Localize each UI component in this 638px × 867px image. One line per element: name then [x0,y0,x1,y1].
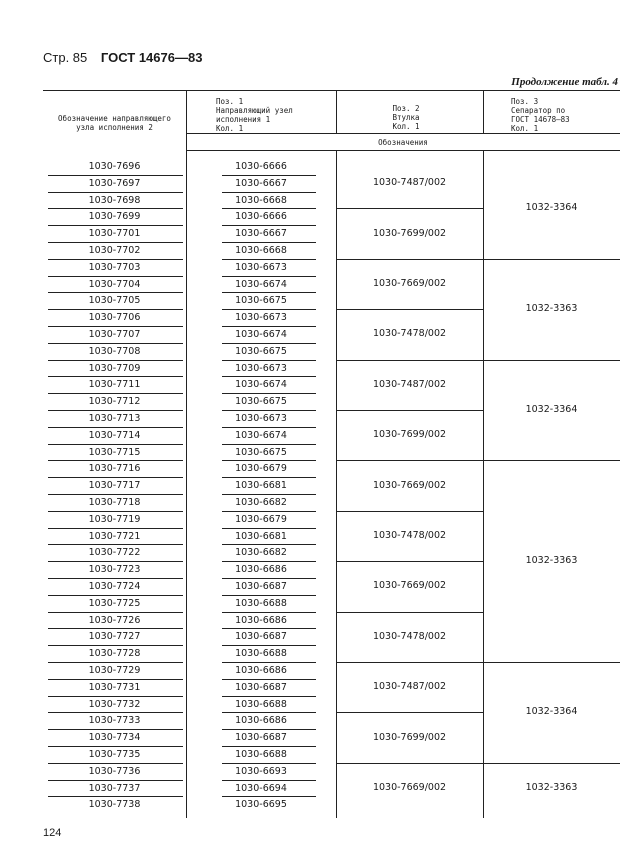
guide-unit-designation: 1030-7707 [88,329,141,340]
row-rule-col1 [48,511,183,512]
bushing-designation: 1030-7669/002 [372,782,447,793]
row-rule-col1 [48,444,183,445]
row-rule-col2 [222,376,316,377]
guide-unit-designation: 1030-7725 [88,597,141,609]
row-rule-col1 [48,528,183,529]
guide-unit-designation: 1030-7704 [88,278,141,290]
guide-unit-designation: 1030-7723 [88,564,141,576]
row-rule-col1 [48,259,183,260]
designations-label: Обозначения [378,138,428,147]
row-rule-col1 [48,494,183,495]
guide-assembly-designation: 1030-6686 [235,564,287,576]
row-rule-col2 [222,393,316,394]
guide-unit-designation: 1030-7697 [88,177,141,189]
separator-group-rule [483,259,620,260]
guide-unit-designation: 1030-7699 [88,211,141,223]
guide-assembly-designation: 1030-6675 [235,295,287,307]
row-rule-col2 [222,729,316,730]
guide-assembly-designation: 1030-6686 [235,614,287,626]
row-rule-col1 [48,376,183,377]
row-rule-col2 [222,477,316,478]
guide-unit-designation: 1030-7717 [88,480,141,492]
guide-unit-designation: 1030-7732 [88,698,141,710]
row-rule-col1 [48,410,183,411]
guide-assembly-designation: 1030-6667 [235,228,287,240]
row-rule-col1 [48,343,183,344]
row-rule-col2 [222,242,316,243]
header-line: Кол. 1 [216,124,244,133]
guide-unit-designation: 1030-7701 [88,228,141,240]
row-rule-col1 [48,427,183,428]
guide-assembly-designation: 1030-6688 [235,698,287,710]
row-rule-col2 [222,578,316,579]
column-divider-3 [483,150,484,818]
guide-unit-designation: 1030-7719 [88,513,141,525]
guide-assembly-designation: 1030-6673 [235,312,287,324]
guide-unit-designation: 1030-7703 [88,261,141,273]
guide-unit-designation: 1030-7722 [88,547,141,559]
row-rule-col2 [222,309,316,310]
header-line: Поз. 3 [511,97,539,106]
guide-assembly-designation: 1030-6682 [235,547,287,559]
bushing-designation: 1030-7478/002 [372,530,447,541]
row-rule-col1 [48,309,183,310]
guide-assembly-designation: 1030-6686 [235,715,287,727]
guide-unit-designation: 1030-7733 [88,715,141,727]
guide-assembly-designation: 1030-6673 [235,261,287,273]
guide-unit-designation: 1030-7718 [88,497,141,508]
header-line: Втулка [392,113,420,122]
row-rule-col1 [48,780,183,781]
bushing-group-rule [336,662,483,663]
guide-unit-designation: 1030-7724 [88,581,141,592]
guide-assembly-designation: 1030-6667 [235,177,287,189]
guide-unit-designation: 1030-7709 [88,362,141,374]
row-rule-col1 [48,208,183,209]
row-rule-col1 [48,561,183,562]
row-rule-col1 [48,763,183,764]
header-col1 [43,114,186,132]
row-rule-col2 [222,494,316,495]
row-rule-col2 [222,612,316,613]
row-rule-col1 [48,696,183,697]
bushing-group-rule [336,712,483,713]
table-top-rule [43,90,620,91]
bushing-group-rule [336,259,483,260]
bushing-group-rule [336,208,483,209]
separator-designation: 1032-3364 [525,202,578,214]
row-rule-col2 [222,360,316,361]
guide-assembly-designation: 1030-6682 [235,497,287,508]
guide-assembly-designation: 1030-6668 [235,245,287,256]
guide-assembly-designation: 1030-6674 [235,379,287,391]
header-line: Поз. 2 [392,104,420,113]
bushing-designation: 1030-7699/002 [372,429,447,441]
header-line: Сепаратор по [511,106,566,115]
bushing-designation: 1030-7487/002 [372,177,447,189]
row-rule-col2 [222,276,316,277]
bushing-group-rule [336,460,483,461]
header-line: Обозначение направляющего [58,114,171,123]
row-rule-col2 [222,679,316,680]
header-line: ГОСТ 14678—83 [511,115,570,124]
guide-unit-designation: 1030-7706 [88,312,141,324]
separator-group-rule [483,360,620,361]
separator-designation: 1032-3364 [525,404,578,415]
guide-unit-designation: 1030-7736 [88,765,141,777]
separator-designation: 1032-3364 [525,706,578,718]
row-rule-col1 [48,242,183,243]
page-header [43,50,202,65]
guide-assembly-designation: 1030-6688 [235,648,287,660]
guide-unit-designation: 1030-7735 [88,749,141,760]
row-rule-col2 [222,712,316,713]
guide-unit-designation: 1030-7734 [88,732,141,744]
row-rule-col2 [222,763,316,764]
row-rule-col1 [48,612,183,613]
row-rule-col2 [222,444,316,445]
guide-unit-designation: 1030-7727 [88,631,141,643]
bushing-group-rule [336,511,483,512]
bushing-group-rule [336,561,483,562]
guide-unit-designation: 1030-7705 [88,295,141,307]
bushing-group-rule [336,360,483,361]
row-rule-col1 [48,645,183,646]
bushing-group-rule [336,309,483,310]
separator-designation: 1032-3363 [525,555,578,567]
guide-assembly-designation: 1030-6687 [235,681,287,693]
guide-assembly-designation: 1030-6679 [235,513,287,525]
bushing-designation: 1030-7669/002 [372,278,447,289]
row-rule-col1 [48,595,183,596]
row-rule-col2 [222,259,316,260]
guide-assembly-designation: 1030-6681 [235,530,287,542]
separator-group-rule [483,460,620,461]
guide-unit-designation: 1030-7714 [88,429,141,441]
header-line: Направляющий узел [216,106,293,115]
bushing-designation: 1030-7487/002 [372,378,447,390]
header-line: Кол. 1 [511,124,539,133]
guide-assembly-designation: 1030-6686 [235,665,287,676]
header-col3 [356,104,456,131]
row-rule-col2 [222,696,316,697]
guide-assembly-designation: 1030-6679 [235,463,287,475]
row-rule-col2 [222,595,316,596]
row-rule-col2 [222,292,316,293]
guide-assembly-designation: 1030-6688 [235,749,287,760]
separator-designation: 1032-3363 [525,782,578,793]
separator-designation: 1032-3363 [525,303,578,315]
row-rule-col1 [48,746,183,747]
row-rule-col2 [222,780,316,781]
guide-assembly-designation: 1030-6674 [235,329,287,340]
guide-unit-designation: 1030-7729 [88,665,141,676]
bushing-designation: 1030-7699/002 [372,731,447,743]
guide-assembly-designation: 1030-6687 [235,732,287,744]
header-line: Поз. 1 [216,97,244,106]
bushing-designation: 1030-7669/002 [372,580,447,592]
guide-unit-designation: 1030-7728 [88,648,141,660]
row-rule-col2 [222,746,316,747]
guide-unit-designation: 1030-7726 [88,614,141,626]
row-rule-col1 [48,712,183,713]
row-rule-col2 [222,410,316,411]
guide-assembly-designation: 1030-6695 [235,799,287,811]
guide-assembly-designation: 1030-6681 [235,480,287,492]
row-rule-col1 [48,796,183,797]
bushing-group-rule [336,410,483,411]
row-rule-col1 [48,326,183,327]
guide-unit-designation: 1030-7715 [88,446,141,458]
row-rule-col1 [48,729,183,730]
row-rule-col2 [222,796,316,797]
header-line: исполнения 1 [216,115,271,124]
bushing-designation: 1030-7669/002 [372,479,447,491]
row-rule-col2 [222,427,316,428]
guide-unit-designation: 1030-7737 [88,782,141,794]
row-rule-col1 [48,360,183,361]
row-rule-col1 [48,662,183,663]
row-rule-col1 [48,292,183,293]
row-rule-col1 [48,192,183,193]
guide-assembly-designation: 1030-6674 [235,429,287,441]
row-rule-col2 [222,511,316,512]
row-rule-col2 [222,662,316,663]
guide-assembly-designation: 1030-6673 [235,362,287,374]
guide-unit-designation: 1030-7731 [88,681,141,693]
header-col2 [216,97,336,133]
guide-assembly-designation: 1030-6668 [235,194,287,206]
row-rule-col2 [222,225,316,226]
guide-assembly-designation: 1030-6673 [235,413,287,424]
row-rule-col2 [222,175,316,176]
header-line: узла исполнения 2 [76,123,153,132]
row-rule-col1 [48,460,183,461]
row-rule-col2 [222,343,316,344]
guide-assembly-designation: 1030-6666 [235,161,287,172]
row-rule-col2 [222,528,316,529]
guide-assembly-designation: 1030-6675 [235,345,287,357]
guide-unit-designation: 1030-7712 [88,396,141,408]
page-label: Стр. 85 [43,50,88,65]
guide-unit-designation: 1030-7716 [88,463,141,475]
bushing-group-rule [336,763,483,764]
guide-assembly-designation: 1030-6687 [235,581,287,592]
row-rule-col1 [48,175,183,176]
bushing-designation: 1030-7699/002 [372,227,447,239]
guide-unit-designation: 1030-7698 [88,194,141,206]
column-divider-3-header [483,90,484,133]
guide-assembly-designation: 1030-6693 [235,765,287,777]
guide-assembly-designation: 1030-6687 [235,631,287,643]
guide-assembly-designation: 1030-6674 [235,278,287,290]
row-rule-col1 [48,393,183,394]
guide-assembly-designation: 1030-6666 [235,211,287,223]
designations-bottom-rule [186,150,620,151]
guide-assembly-designation: 1030-6694 [235,782,287,794]
separator-group-rule [483,763,620,764]
guide-unit-designation: 1030-7713 [88,413,141,424]
column-divider-2-header [336,90,337,133]
row-rule-col1 [48,628,183,629]
row-rule-col2 [222,192,316,193]
row-rule-col2 [222,645,316,646]
header-col4 [511,97,621,133]
standard-title: ГОСТ 14676—83 [100,50,203,65]
row-rule-col1 [48,276,183,277]
row-rule-col2 [222,326,316,327]
guide-unit-designation: 1030-7711 [88,379,141,391]
guide-assembly-designation: 1030-6688 [235,597,287,609]
row-rule-col1 [48,544,183,545]
bushing-designation: 1030-7478/002 [372,630,447,642]
row-rule-col2 [222,460,316,461]
guide-assembly-designation: 1030-6675 [235,396,287,408]
page-number: 124 [43,827,62,839]
separator-group-rule [483,662,620,663]
bushing-designation: 1030-7487/002 [372,681,447,693]
guide-unit-designation: 1030-7696 [88,161,141,172]
row-rule-col2 [222,628,316,629]
row-rule-col1 [48,477,183,478]
bushing-group-rule [336,612,483,613]
guide-assembly-designation: 1030-6675 [235,446,287,458]
header-bottom-rule [186,133,620,134]
guide-unit-designation: 1030-7708 [88,345,141,357]
row-rule-col2 [222,208,316,209]
header-line: Кол. 1 [392,122,420,131]
row-rule-col1 [48,578,183,579]
bushing-designation: 1030-7478/002 [372,328,447,340]
table-continuation-note: Продолжение табл. 4 [511,76,618,88]
guide-unit-designation: 1030-7721 [88,530,141,542]
guide-unit-designation: 1030-7702 [88,245,141,256]
row-rule-col2 [222,544,316,545]
row-rule-col1 [48,679,183,680]
row-rule-col1 [48,225,183,226]
guide-unit-designation: 1030-7738 [88,799,141,811]
row-rule-col2 [222,561,316,562]
